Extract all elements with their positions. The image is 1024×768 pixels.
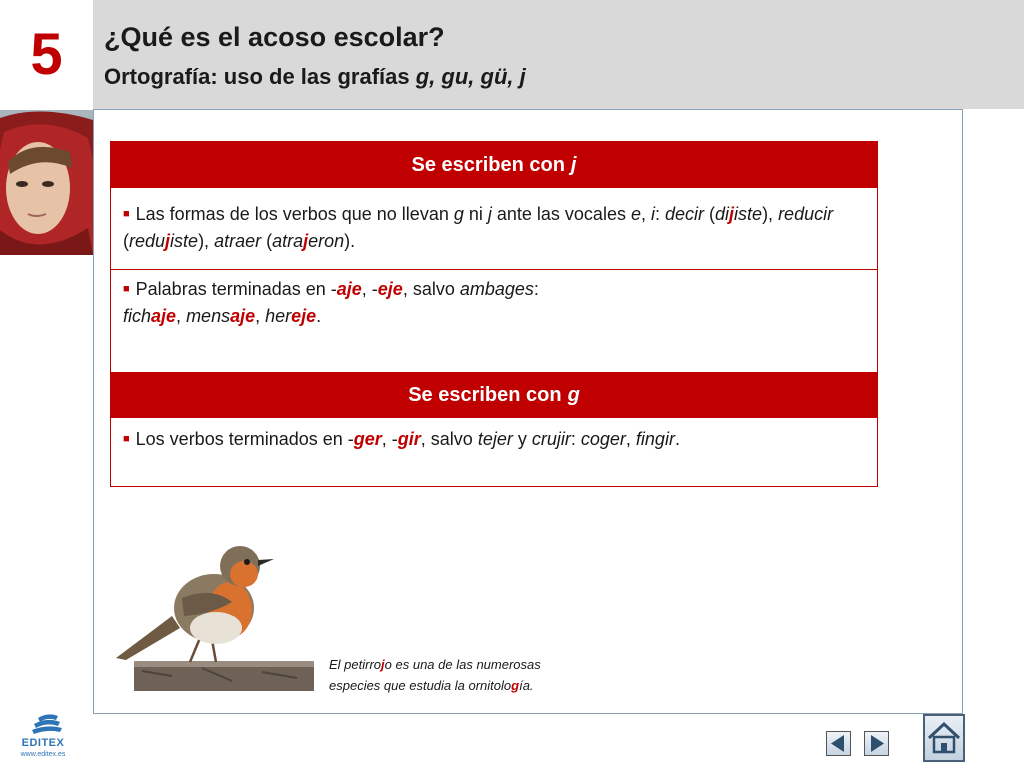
header-text: Se escriben con xyxy=(411,153,565,176)
subtitle-letters: g, gu, gü, j xyxy=(415,64,526,89)
robin-image xyxy=(112,536,317,691)
robin-caption: El petirrojo es una de las numerosas especies que estudia la ornitología. xyxy=(329,657,541,693)
header-band xyxy=(93,0,1024,109)
triangle-left-icon xyxy=(827,732,850,755)
header-se-escriben-con-g xyxy=(111,372,877,418)
next-slide-button[interactable] xyxy=(864,731,889,756)
home-button[interactable] xyxy=(923,714,965,762)
home-icon xyxy=(925,716,963,760)
rules-table xyxy=(110,141,878,487)
rule-aje-eje-endings: ■ Palabras terminadas en -aje, -eje, salvo ambages: fichaje, mensaje, hereje. xyxy=(111,269,877,372)
triangle-right-icon xyxy=(865,732,888,755)
bullet-icon: ■ xyxy=(123,208,130,220)
unit-number: 5 xyxy=(30,22,63,87)
bullet-icon: ■ xyxy=(123,283,130,295)
header-text: Se escriben con xyxy=(408,383,562,406)
page-subtitle xyxy=(104,64,526,90)
prev-slide-button[interactable] xyxy=(826,731,851,756)
header-letter: j xyxy=(570,153,577,176)
brand-name: EDITEX xyxy=(21,737,65,749)
header-letter: g xyxy=(567,383,580,406)
bullet-icon: ■ xyxy=(123,433,130,445)
rule-ger-gir-verbs: ■ Los verbos terminados en -ger, -gir, salvo tejer y crujir: coger, fingir. xyxy=(123,429,680,449)
boy-photo xyxy=(0,110,93,255)
rule-verb-forms-j: ■ Las formas de los verbos que no llevan g ni j ante las vocales e, i: decir (dijiste), reducir (redujiste), atraer (atrajeron). xyxy=(123,204,834,251)
brand-url[interactable]: www.editex.es xyxy=(20,751,66,758)
subtitle-text: Ortografía: uso de las grafías xyxy=(104,64,416,89)
header-se-escriben-con-j xyxy=(111,142,877,188)
page-title: ¿Qué es el acoso escolar? xyxy=(104,22,445,52)
